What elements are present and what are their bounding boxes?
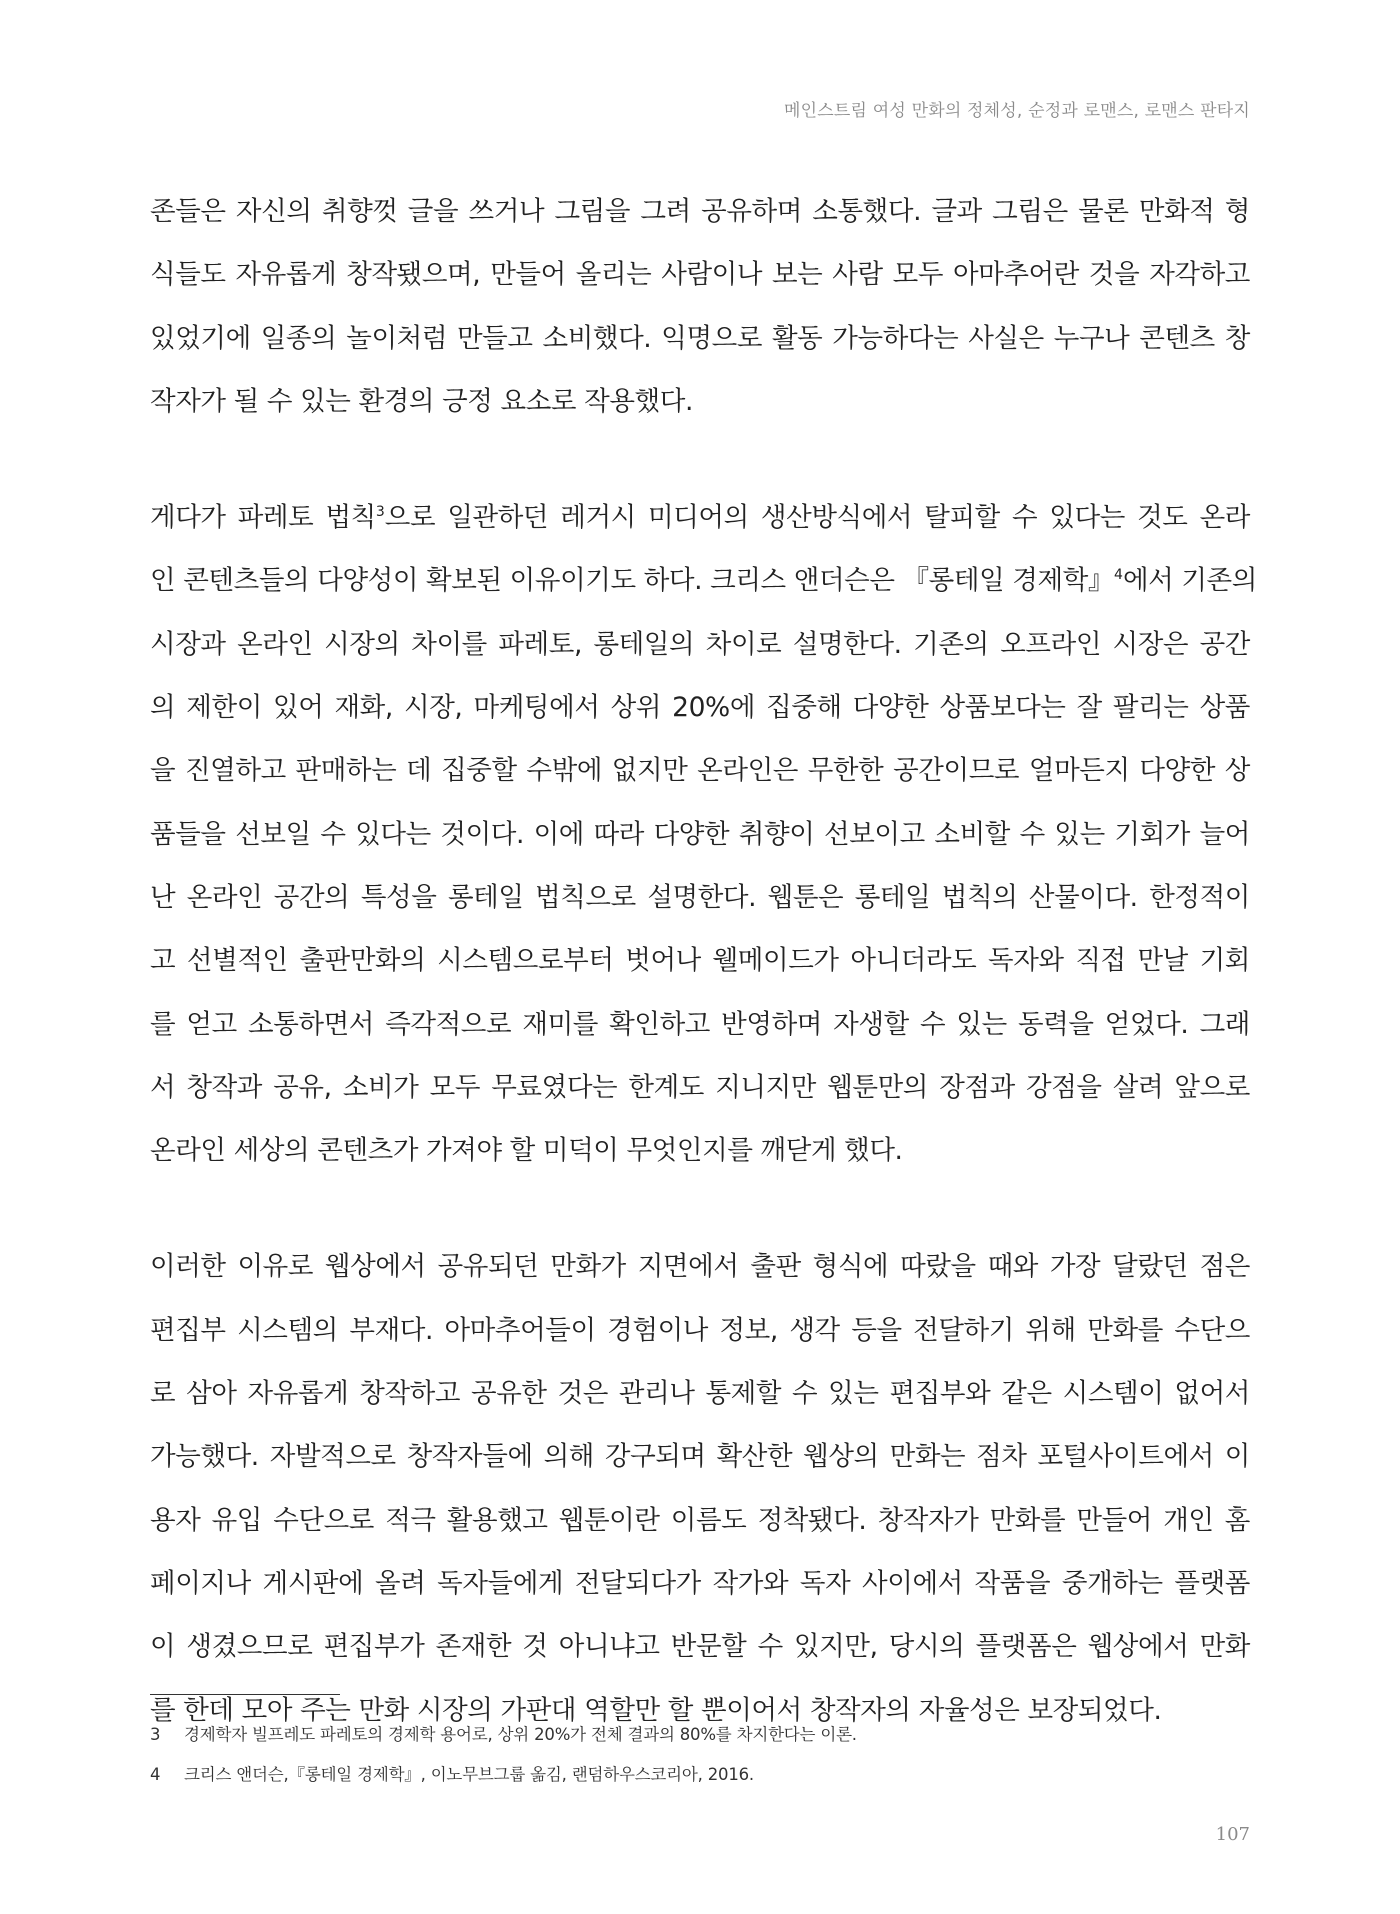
text-line [150,1299,1250,1362]
text-line [150,929,1250,992]
footnote [150,1715,1250,1755]
text-line [150,370,1250,433]
text-segment: 있었기에 일종의 놀이처럼 만들고 소비했다. 익명으로 활동 가능하다는 사실은 누구나 콘텐츠 창 [150,322,1250,354]
footnote-text: 경제학자 빌프레도 파레토의 경제학 용어로, 상위 20%가 전체 결과의 80%를 차지한다는 이론. [184,1725,857,1744]
text-segment: 작자가 될 수 있는 환경의 긍정 요소로 작용했다. [150,385,693,417]
text-line [150,1425,1250,1488]
footnote-text: 크리스 앤더슨,『롱테일 경제학』, 이노무브그룹 옮김, 랜덤하우스코리아, 2016. [184,1765,754,1784]
text-segment: 인 콘텐츠들의 다양성이 확보된 이유이기도 하다. 크리스 앤더슨은 『롱테일 경제학』 [150,565,1115,597]
text-line [150,486,1250,549]
text-line [150,1362,1250,1425]
text-segment: 페이지나 게시판에 올려 독자들에게 전달되다가 작가와 독자 사이에서 작품을 중개하는 플랫폼 [150,1567,1250,1599]
text-line [150,676,1250,739]
text-segment: 이 생겼으므로 편집부가 존재한 것 아니냐고 반문할 수 있지만, 당시의 플랫폼은 웹상에서 만화 [150,1631,1250,1663]
footnote-divider [150,1694,340,1695]
text-segment: 편집부 시스템의 부재다. 아마추어들이 경험이나 정보, 생각 등을 전달하기 위해 만화를 수단으 [150,1314,1250,1346]
running-header: 메인스트림 여성 만화의 정체성, 순정과 로맨스, 로맨스 판타지 [784,101,1250,121]
text-line [150,1552,1250,1615]
text-segment: 온라인 세상의 콘텐츠가 가져야 할 미덕이 무엇인지를 깨닫게 했다. [150,1135,903,1167]
text-line [150,993,1250,1056]
text-segment: 존들은 자신의 취향껏 글을 쓰거나 그림을 그려 공유하며 소통했다. 글과 그림은 물론 만화적 형 [150,196,1250,227]
text-line [150,1119,1250,1182]
footnote-ref: 4 [1114,567,1123,584]
paragraph [150,1235,1250,1741]
text-segment: 를 얻고 소통하면서 즉각적으로 재미를 확인하고 반영하며 자생할 수 있는 동력을 얻었다. 그래 [150,1008,1250,1040]
footnote [150,1755,1250,1795]
text-segment: 에서 기존의 [1122,565,1257,597]
text-segment: 으로 일관하던 레거시 미디어의 생산방식에서 탈피할 수 있다는 것도 온라 [384,502,1251,534]
text-segment: 이러한 이유로 웹상에서 공유되던 만화가 지면에서 출판 형식에 따랐을 때와 가장 달랐던 점은 [150,1251,1250,1283]
text-line [150,739,1250,802]
text-line [150,1235,1250,1298]
text-line [150,180,1250,243]
text-line [150,549,1257,612]
text-segment: 고 선별적인 출판만화의 시스템으로부터 벗어나 웰메이드가 아니더라도 독자와 직접 만날 기회 [150,945,1250,977]
text-segment: 게다가 파레토 법칙 [150,502,376,534]
text-segment: 로 삼아 자유롭게 창작하고 공유한 것은 관리나 통제할 수 있는 편집부와 같은 시스템이 없어서 [150,1378,1250,1410]
text-segment: 식들도 자유롭게 창작됐으며, 만들어 올리는 사람이나 보는 사람 모두 아마추어란 것을 자각하고 [150,259,1250,291]
text-line [150,243,1250,306]
text-segment: 난 온라인 공간의 특성을 롱테일 법칙으로 설명한다. 웹툰은 롱테일 법칙의 산물이다. 한정적이 [150,881,1250,913]
text-segment: 서 창작과 공유, 소비가 모두 무료였다는 한계도 지니지만 웹툰만의 장점과 강점을 살려 앞으로 [150,1071,1250,1103]
page-number: 107 [1215,1824,1250,1845]
text-line [150,803,1250,866]
text-segment: 시장과 온라인 시장의 차이를 파레토, 롱테일의 차이로 설명한다. 기존의 오프라인 시장은 공간 [150,628,1250,660]
paragraph [150,180,1250,433]
text-segment: 가능했다. 자발적으로 창작자들에 의해 강구되며 확산한 웹상의 만화는 점차 포털사이트에서 이 [150,1441,1250,1473]
footnote-number: 3 [150,1725,161,1744]
text-segment: 품들을 선보일 수 있다는 것이다. 이에 따라 다양한 취향이 선보이고 소비할 수 있는 기회가 늘어 [150,818,1250,850]
paragraph [150,486,1257,1182]
text-line [150,613,1250,676]
footnotes [150,1715,1250,1795]
text-line [150,307,1250,370]
text-line [150,1056,1250,1119]
text-line [150,866,1250,929]
text-line [150,1615,1250,1678]
footnote-ref: 3 [375,504,385,521]
text-line [150,1489,1250,1552]
text-segment: 용자 유입 수단으로 적극 활용했고 웹툰이란 이름도 정착됐다. 창작자가 만화를 만들어 개인 홈 [150,1504,1250,1536]
text-segment: 을 진열하고 판매하는 데 집중할 수밖에 없지만 온라인은 무한한 공간이므로 얼마든지 다양한 상 [150,755,1250,787]
footnote-number: 4 [150,1765,161,1784]
text-segment: 를 한데 모아 주는 만화 시장의 가판대 역할만 할 뿐이어서 창작자의 자율성은 보장되었다. [150,1694,1162,1726]
body-text [150,180,1257,1795]
text-segment: 의 제한이 있어 재화, 시장, 마케팅에서 상위 20%에 집중해 다양한 상품보다는 잘 팔리는 상품 [150,692,1250,724]
